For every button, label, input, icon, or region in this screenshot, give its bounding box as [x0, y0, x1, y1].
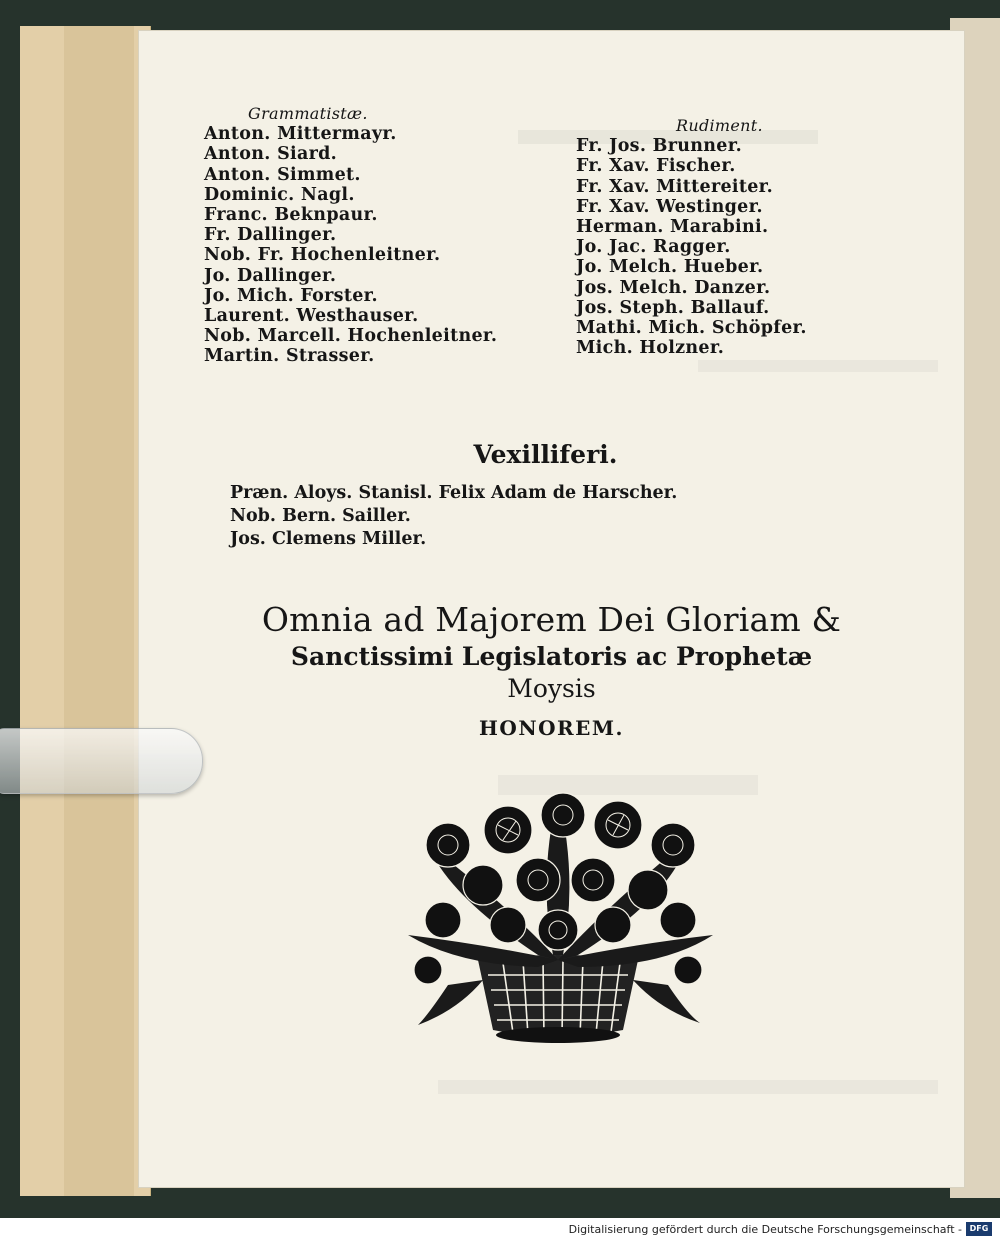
list-item: Herman. Marabini.	[576, 217, 769, 238]
list-item: Jo. Mich. Forster.	[204, 285, 378, 306]
list-item: Laurent. Westhauser.	[204, 306, 419, 327]
document-page	[138, 30, 965, 1188]
footer-bar	[0, 1218, 1000, 1241]
list-item: Fr. Xav. Mittereiter.	[576, 176, 773, 197]
vexilliferi-list	[230, 482, 677, 551]
list-item: Mathi. Mich. Schöpfer.	[576, 318, 807, 339]
closing-line-3: Moysis	[507, 674, 596, 703]
list-item: Anton. Siard.	[204, 144, 338, 165]
list-item: Jos. Melch. Danzer.	[576, 277, 771, 298]
list-item: Mich. Holzner.	[576, 338, 725, 359]
list-item: Jos. Clemens Miller.	[230, 529, 427, 549]
flower-basket-woodcut-icon	[388, 785, 728, 1050]
closing-line-2: Sanctissimi Legislatoris ac Prophetæ	[290, 642, 813, 671]
list-item: Martin. Strasser.	[204, 346, 375, 367]
list-item: Fr. Dallinger.	[204, 225, 337, 246]
right-column	[576, 116, 807, 358]
list-item: Jo. Melch. Hueber.	[576, 257, 764, 278]
list-item: Jo. Dallinger.	[204, 265, 337, 286]
list-item: Fr. Xav. Fischer.	[576, 156, 736, 177]
list-item: Jo. Jac. Ragger.	[576, 237, 731, 258]
footer-credit: Digitalisierung gefördert durch die Deutsche Forschungsgemeinschaft -	[568, 1223, 962, 1236]
page-clip	[0, 728, 203, 794]
list-item: Franc. Beknpaur.	[204, 205, 378, 226]
list-item: Præn. Aloys. Stanisl. Felix Adam de Harscher.	[230, 483, 678, 503]
closing-line-4: HONOREM.	[479, 716, 624, 740]
list-item: Nob. Fr. Hochenleitner.	[204, 245, 441, 266]
list-item: Dominic. Nagl.	[204, 184, 355, 205]
left-column-heading: Grammatistæ.	[248, 104, 368, 123]
book-board-edge	[64, 26, 134, 1196]
list-item: Nob. Marcell. Hochenleitner.	[204, 326, 498, 347]
list-item: Anton. Simmet.	[204, 164, 361, 185]
closing-line-1: Omnia ad Majorem Dei Gloriam &	[261, 600, 842, 639]
list-item: Fr. Jos. Brunner.	[576, 136, 743, 157]
dfg-logo: DFG	[966, 1222, 992, 1236]
list-item: Nob. Bern. Sailler.	[230, 506, 411, 526]
vexilliferi-title: Vexilliferi.	[473, 440, 618, 469]
left-column	[204, 104, 497, 367]
right-column-heading: Rudiment.	[676, 116, 763, 135]
list-item: Jos. Steph. Ballauf.	[576, 297, 770, 318]
list-item: Anton. Mittermayr.	[204, 124, 397, 145]
list-item: Fr. Xav. Westinger.	[576, 196, 763, 217]
